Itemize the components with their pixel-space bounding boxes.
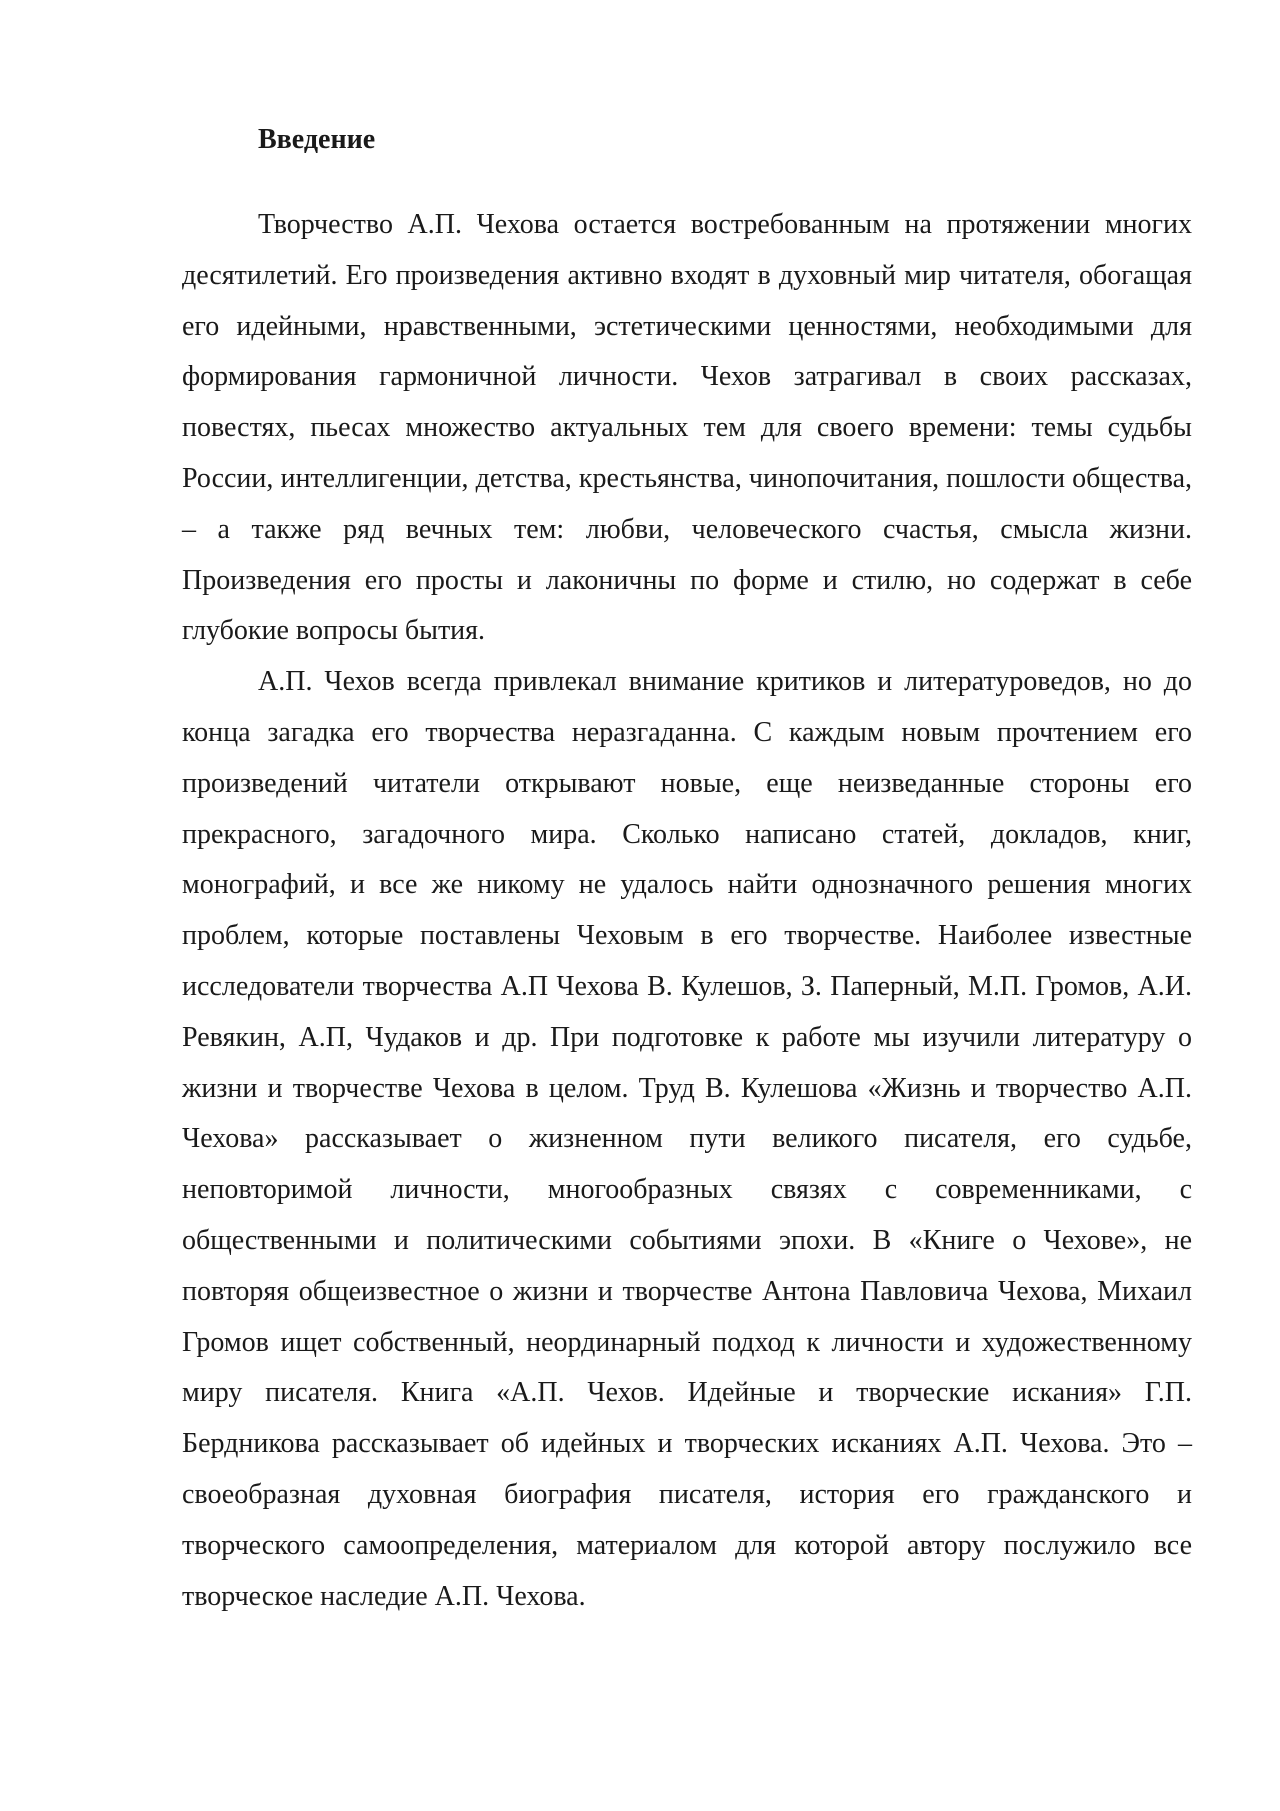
paragraph-intro: Творчество А.П. Чехова остается востребованным на протяжении многих десятилетий. Его произведения активно входят в духовный мир читателя, обогащая его идейными, нравственными, эстетическими ценностями, необходимыми для формирования гармоничной личности. Чехов затрагивал в своих рассказах, повестях, пьесах множество актуальных тем для своего времени: темы судьбы России, интеллигенции, детства, крестьянства, чинопочитания, пошлости общества, – а также ряд вечных тем: любви, человеческого счастья, смысла жизни. Произведения его просты и лаконичны по форме и стилю, но содержат в себе глубокие вопросы бытия. xyxy=(182,209,1192,647)
paragraph-research: А.П. Чехов всегда привлекал внимание критиков и литературоведов, но до конца загадка его творчества неразгаданна. С каждым новым прочтением его произведений читатели открывают новые, еще неизведанные стороны его прекрасного, загадочного мира. Сколько написано статей, докладов, книг, монографий, и все же никому не удалось найти однозначного решения многих проблем, которые поставлены Чеховым в его творчестве. Наиболее известные исследователи творчества А.П Чехова В. Кулешов, З. Паперный, М.П. Громов, А.И. Ревякин, А.П, Чудаков и др. При подготовке к работе мы изучили литературу о жизни и творчестве Чехова в целом. Труд В. Кулешова «Жизнь и творчество А.П. Чехова» рассказывает о жизненном пути великого писателя, его судьбе, неповторимой личности, многообразных связях с современниками, с общественными и политическими событиями эпохи. В «Книге о Чехове», не повторяя общеизвестное о жизни и творчестве Антона Павловича Чехова, Михаил Громов ищет собственный, неординарный подход к личности и художественному миру писателя. Книга «А.П. Чехов. Идейные и творческие искания» Г.П. Бердникова рассказывает об идейных и творческих исканиях А.П. Чехова. Это – своеобразная духовная биография писателя, история его гражданского и творческого самоопределения, материалом для которой автору послужило все творческое наследие А.П. Чехова. xyxy=(182,666,1192,1612)
document-body xyxy=(182,114,1192,1622)
section-heading: Введение xyxy=(258,124,376,155)
